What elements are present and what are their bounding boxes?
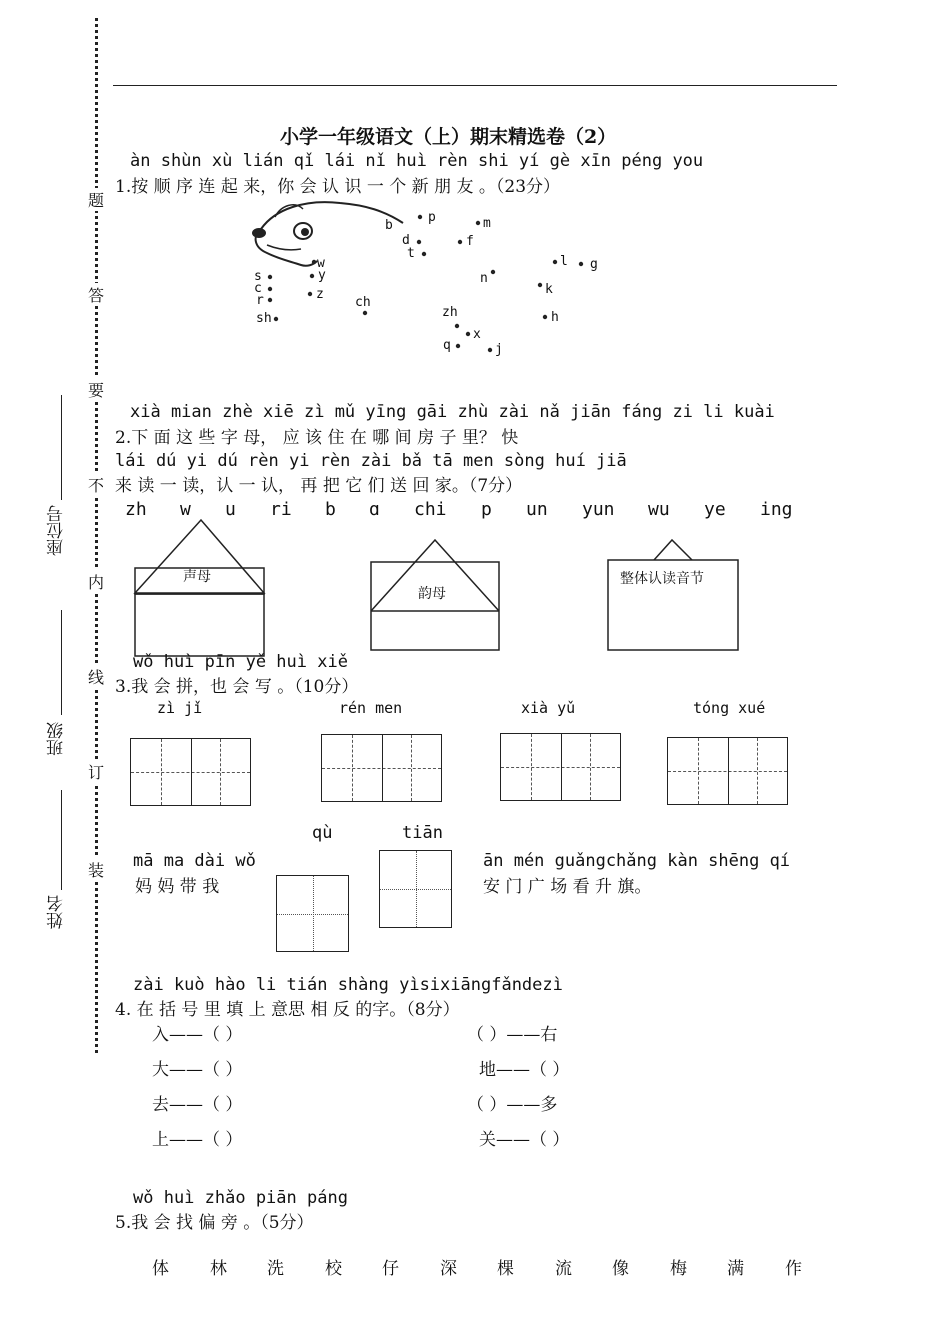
dot-letter: n: [480, 271, 488, 286]
dot-letter: j: [495, 342, 503, 357]
seat-number-label: 座位号: [47, 505, 67, 556]
dot-letter: t: [407, 246, 415, 261]
single-pinyin: qù: [312, 823, 333, 843]
word-pinyin: xià yǔ: [521, 699, 576, 717]
antonym-item[interactable]: 大——（ ）: [152, 1060, 243, 1080]
word-pinyin: zì jǐ: [157, 699, 203, 717]
dot-letter: f: [466, 234, 474, 249]
binding-char: 题: [87, 188, 105, 211]
dot-letter: h: [551, 310, 559, 325]
letter-item: b: [325, 499, 336, 520]
dot-letter: w: [317, 256, 325, 271]
dot-letter: s: [254, 269, 262, 284]
antonym-item[interactable]: 去——（ ）: [152, 1095, 243, 1115]
letter-item: zh: [125, 499, 147, 520]
writing-grid[interactable]: [500, 733, 621, 801]
dot-letter: z: [316, 287, 324, 302]
writing-grid[interactable]: [130, 738, 251, 806]
binding-char: 答: [87, 283, 105, 306]
house-label: 韵母: [418, 586, 446, 602]
radical-char: 体: [152, 1259, 169, 1279]
word-pinyin: rén men: [339, 699, 403, 717]
dot-letter: d: [402, 233, 410, 248]
radical-char: 像: [612, 1259, 629, 1279]
class-line: [61, 610, 62, 715]
binding-char: 要: [87, 378, 105, 401]
writing-grid[interactable]: [667, 737, 788, 805]
dot-letter: b: [385, 218, 393, 233]
name-label: 姓名: [47, 895, 67, 929]
dot-letter: r: [256, 293, 264, 308]
word-pinyin: tóng xué: [693, 699, 766, 717]
single-pinyin: tiān: [402, 823, 443, 843]
house-label: 声母: [183, 569, 211, 585]
dot-letter: y: [318, 268, 326, 283]
house-label: 整体认读音节: [620, 571, 704, 587]
radical-char: 洗: [267, 1259, 284, 1279]
seat-number-line: [61, 395, 62, 500]
letter-item: chi: [414, 499, 447, 520]
antonym-item[interactable]: （ ）——右: [467, 1025, 558, 1045]
letter-item: ri: [270, 499, 292, 520]
binding-char: 内: [87, 570, 105, 593]
letter-item: w: [180, 499, 191, 520]
connect-dots: [250, 200, 610, 360]
letter-item: p: [481, 499, 492, 520]
antonym-item[interactable]: 上——（ ）: [152, 1130, 243, 1150]
q2-text-line1: 2.下 面 这 些 字 母， 应 该 住 在 哪 间 房 子 里？ 快: [115, 428, 519, 448]
letter-item: un: [526, 499, 548, 520]
dot-letter: zh: [442, 305, 458, 320]
radical-char: 校: [325, 1259, 342, 1279]
sentence-right-text: 安 门 广 场 看 升 旗。: [483, 877, 652, 897]
q5-text: 5.我 会 找 偏 旁 。（5分）: [115, 1213, 314, 1233]
q3-pinyin: wǒ huì pīn yě huì xiě: [133, 652, 348, 672]
top-rule: [113, 85, 837, 86]
antonym-item[interactable]: 入——（ ）: [152, 1025, 243, 1045]
antonym-item[interactable]: 关——（ ）: [479, 1130, 570, 1150]
radical-char: 满: [727, 1259, 744, 1279]
house-shengmu: [133, 518, 273, 658]
q1-pinyin: àn shùn xù lián qǐ lái nǐ huì rèn shi yí gè xīn péng you: [130, 151, 704, 171]
letter-item: ye: [704, 499, 726, 520]
writing-grid[interactable]: [321, 734, 442, 802]
dot-letter: ch: [355, 295, 371, 310]
single-writing-grid[interactable]: [276, 875, 349, 952]
dot-letter: g: [590, 257, 598, 272]
binding-char: 线: [87, 665, 105, 688]
binding-line: [95, 18, 98, 1053]
dot-letter: p: [428, 210, 436, 225]
q4-pinyin: zài kuò hào li tián shàng yìsixiāngfǎndezì: [133, 975, 563, 995]
radical-char: 梅: [670, 1259, 687, 1279]
sentence-right-pinyin: ān mén guǎngchǎng kàn shēng qí: [483, 851, 791, 871]
page-title: 小学一年级语文（上）期末精选卷（2）: [280, 126, 617, 148]
antonym-item[interactable]: （ ）——多: [467, 1095, 558, 1115]
house-zhengti: [606, 538, 741, 653]
dot-letter: k: [545, 282, 553, 297]
letter-item: ing: [760, 499, 793, 520]
dot-letter: c: [254, 281, 262, 296]
q1-text: 1.按 顺 序 连 起 来，你 会 认 识 一 个 新 朋 友 。（23分）: [115, 177, 561, 197]
q2-pinyin-line2: lái dú yi dú rèn yi rèn zài bǎ tā men sòng huí jiā: [115, 451, 627, 471]
radical-char: 林: [210, 1259, 227, 1279]
radical-char: 深: [440, 1259, 457, 1279]
name-line: [61, 790, 62, 890]
dot-letter: x: [473, 327, 481, 342]
dot-letter: m: [483, 216, 491, 231]
q3-text: 3.我 会 拼，也 会 写 。（10分）: [115, 677, 359, 697]
binding-char: 装: [87, 858, 105, 881]
radical-char: 仔: [382, 1259, 399, 1279]
letter-item: yun: [582, 499, 615, 520]
radical-char: 作: [785, 1259, 802, 1279]
q2-pinyin-line1: xià mian zhè xiē zì mǔ yīng gāi zhù zài nǎ jiān fáng zi li kuài: [130, 402, 775, 422]
dot-letter: l: [560, 254, 568, 269]
binding-char: 订: [87, 760, 105, 783]
radical-char: 棵: [497, 1259, 514, 1279]
letter-item: ɑ: [369, 499, 380, 520]
single-writing-grid[interactable]: [379, 850, 452, 928]
sentence-left-pinyin: mā ma dài wǒ: [133, 851, 256, 871]
class-label: 班级: [47, 722, 67, 756]
q2-text-line2: 来 读 一 读，认 一 认， 再 把 它 们 送 回 家。（7分）: [115, 476, 523, 496]
q4-text: 4. 在 括 号 里 填 上 意思 相 反 的字。（8分）: [115, 1000, 460, 1020]
q5-pinyin: wǒ huì zhǎo piān páng: [133, 1188, 348, 1208]
antonym-item[interactable]: 地——（ ）: [479, 1060, 570, 1080]
dot-letter: q: [443, 338, 451, 353]
binding-char: 不: [87, 473, 105, 496]
letter-item: wu: [648, 499, 670, 520]
dot-letter: sh: [256, 311, 272, 326]
radical-char: 流: [555, 1259, 572, 1279]
letter-item: u: [225, 499, 236, 520]
sentence-left-text: 妈 妈 带 我: [135, 877, 220, 897]
